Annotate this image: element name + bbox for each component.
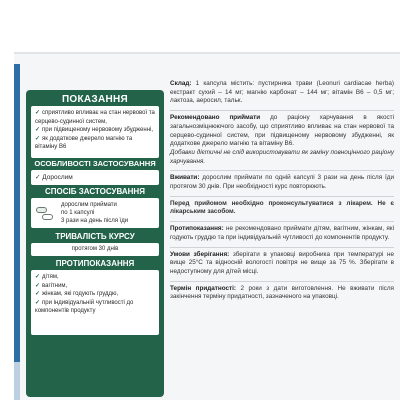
storage-paragraph: Умови зберігання: зберігати в упаковці виробника при температурі не вище 25°С та відносній вологості повітря не вище за 75 %. Зберігати в недоступному для дітей місці. [170,250,394,275]
contraindications-list [31,270,159,335]
method-body [31,198,159,228]
info-panel [26,90,164,397]
description-column [170,80,394,302]
check-icon: ✓ [35,282,41,289]
contraindications-title: ПРОТИПОКАЗАННЯ [55,259,135,268]
blue-side-stripe [14,64,20,400]
dose-text: дорослим приймати по 1 капсулі 3 рази на день після їди [61,202,129,224]
method-title: СПОСІБ ЗАСТОСУВАННЯ [45,187,145,196]
indications-title: ПОКАЗАННЯ [61,94,129,105]
recommended-note: Добавки дієтичні не слід використовувати як заміну повноцінного раціону харчування. [170,148,394,165]
list-item: ✓ при індивідуальній чутливості до компонентів продукту [35,299,134,315]
contraindications-paragraph: Протипоказання: не рекомендовано приймати дітям, вагітним, жінкам, які годують груддю та при індивідуальній чутливості до компонентів продукту. [170,225,394,241]
check-icon: ✓ [35,299,41,306]
divider [170,247,394,248]
divider [170,170,394,171]
box-top-flap [0,0,400,52]
duration-text: протягом 30 днів [31,243,159,256]
box-fold-edge [14,52,400,54]
usage-paragraph: Вживати: дорослим приймати по одній капсулі 3 рази на день після їди протягом 30 днів. При необхідності курс повторюють. [170,174,394,191]
list-item: ✓ як додаткове джерело магнію та вітаміну В6 [35,135,133,151]
check-icon: ✓ [35,135,41,142]
shelf-life-paragraph: Термін придатності: 2 роки з дати виготовлення. Не вживати після закінчення терміну придатності, зазначеного на упаковці. [170,284,394,301]
consult-warning: Перед прийомом необхідно проконсультуватися з лікарем. Не є лікарським засобом. [170,199,394,216]
features-item: ✓ Дорослим [35,174,73,181]
list-item: ✓ дітям, [35,274,59,280]
divider [170,281,394,282]
duration-title: ТРИВАЛІСТЬ КУРСУ [55,232,135,241]
divider [170,196,394,197]
indications-list [31,106,159,158]
features-title: ОСОБЛИВОСТІ ЗАСТОСУВАННЯ [34,159,156,168]
box-side [0,52,14,400]
list-item: ✓ жінкам, які годують груддю, [35,291,119,298]
blue-stripe-lower [14,362,20,400]
list-item: ✓ сприятливо впливає на стан нервової та серцево-судинної систем, [35,110,155,125]
check-icon: ✓ [35,127,41,134]
recommended-paragraph: Рекомендовано приймати до раціону харчування в якості загальнозміцнюючого засобу, що сприятливо впливає на стан нервової та серцево-судинної систем, при підвищеному нервовому збудженні, як додаткове джерело магнію та вітаміну В6. [170,114,394,148]
check-icon: ✓ [35,291,41,298]
check-icon: ✓ [35,174,41,181]
check-icon: ✓ [35,110,41,116]
capsule-shape [42,214,53,220]
capsule-icon [36,204,58,222]
composition-paragraph: Склад: 1 капсула містить: пустирника трави (Leonuri cardiacae herba) екстракт сухий – 14 мг; магнію карбонат – 144 мг; вітамін В6 – 0,5 мг; лактоза, аеросил, тальк. [170,80,394,105]
check-icon: ✓ [35,274,41,280]
capsule-shape [36,207,47,213]
features-body [31,170,159,185]
divider [170,110,394,111]
list-item: ✓ при підвищеному нервовому збудженні, [35,127,154,134]
divider [170,221,394,222]
list-item: ✓ вагітним, [35,282,68,289]
